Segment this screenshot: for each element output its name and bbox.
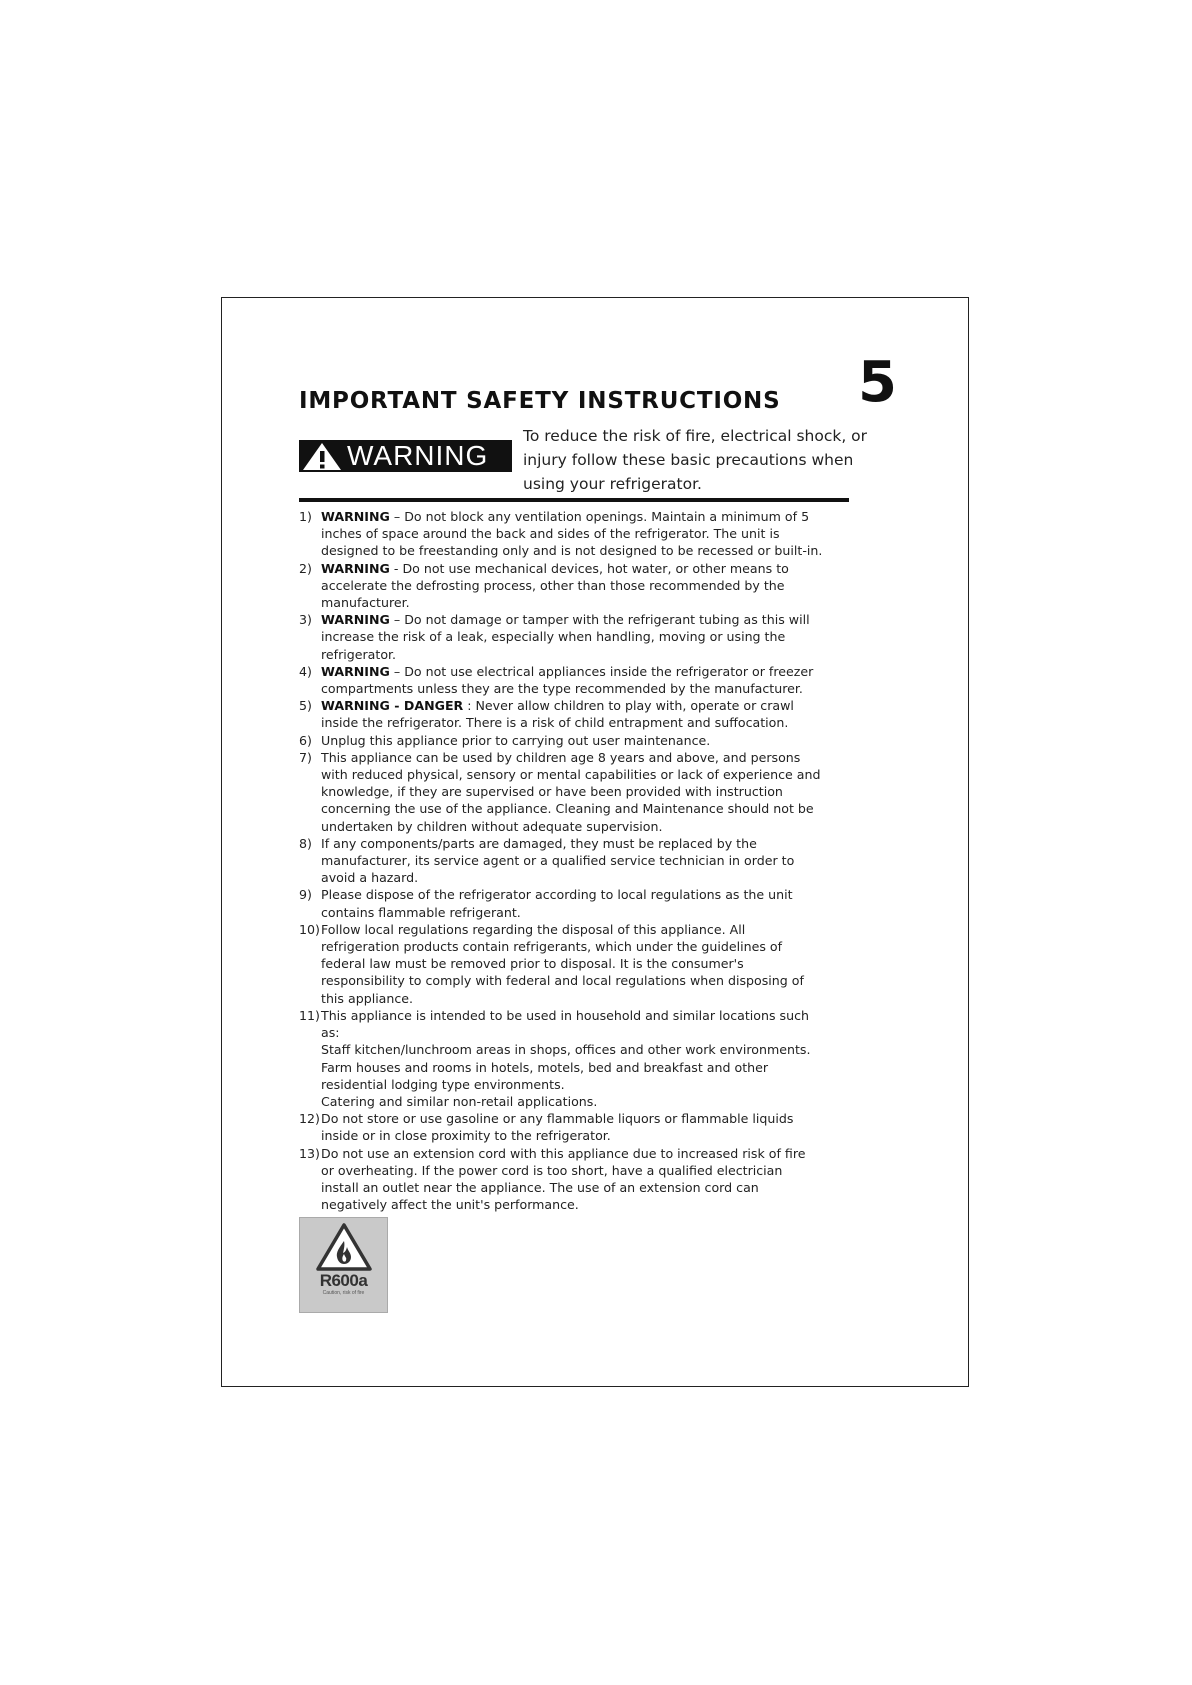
list-item: [299, 921, 879, 1007]
item-text: inside the refrigerator. There is a risk of child entrapment and suffocation.: [321, 715, 789, 731]
item-text: - Do not use mechanical devices, hot water, or other means to: [393, 560, 789, 576]
item-text: refrigeration products contain refrigerants, which under the guidelines of: [321, 939, 783, 955]
item-text: inside or in close proximity to the refrigerator.: [321, 1128, 611, 1144]
item-text: contains flammable refrigerant.: [321, 904, 521, 920]
list-item: [299, 886, 879, 920]
item-text: avoid a hazard.: [321, 870, 419, 886]
item-text: inches of space around the back and sides of the refrigerator. The unit is: [321, 526, 780, 542]
item-number: 2): [299, 560, 312, 576]
item-line: [321, 938, 879, 955]
item-number: 13): [299, 1145, 320, 1161]
item-line: [321, 594, 879, 611]
item-text: as:: [321, 1025, 340, 1041]
item-text: accelerate the defrosting process, other than those recommended by the: [321, 577, 785, 593]
intro-line: injury follow these basic precautions when: [523, 451, 854, 469]
item-text: install an outlet near the appliance. The use of an extension cord can: [321, 1179, 759, 1195]
item-lead: WARNING - DANGER: [321, 698, 464, 714]
item-line: [321, 1076, 879, 1093]
item-text: : Never allow children to play with, operate or crawl: [467, 698, 794, 714]
item-line: [321, 560, 879, 577]
item-line: [321, 577, 879, 594]
item-line: [321, 1059, 879, 1076]
item-line: [321, 869, 879, 886]
item-number: 11): [299, 1007, 320, 1023]
item-number: 10): [299, 921, 320, 937]
item-text: Follow local regulations regarding the disposal of this appliance. All: [321, 921, 746, 937]
page-title: IMPORTANT SAFETY INSTRUCTIONS: [299, 388, 781, 414]
flammable-warning-icon: [315, 1222, 373, 1272]
item-text: compartments unless they are the type recommended by the manufacturer.: [321, 681, 803, 697]
item-text: This appliance is intended to be used in household and similar locations such: [321, 1007, 809, 1023]
r600a-code: R600a: [319, 1271, 368, 1290]
list-item: [299, 560, 879, 612]
item-line: [321, 680, 879, 697]
warning-label: WARNING: [347, 440, 489, 471]
item-text: Do not store or use gasoline or any flammable liquors or flammable liquids: [321, 1111, 794, 1127]
list-item: [299, 611, 879, 663]
item-line: [321, 611, 879, 628]
r600a-caption: Caution, risk of fire: [322, 1290, 365, 1296]
list-item: [299, 749, 879, 835]
item-line: [321, 955, 879, 972]
item-number: 7): [299, 749, 312, 765]
section-divider: [299, 498, 849, 502]
item-line: [321, 1162, 879, 1179]
item-text: negatively affect the unit's performance.: [321, 1197, 579, 1213]
item-line: [321, 1007, 879, 1024]
item-lead: WARNING: [321, 663, 390, 679]
list-item: [299, 697, 879, 731]
item-line: [321, 886, 879, 903]
item-text: Catering and similar non-retail applications.: [321, 1093, 598, 1109]
item-line: [321, 525, 879, 542]
item-text: Staff kitchen/lunchroom areas in shops, offices and other work environments.: [321, 1042, 811, 1058]
item-line: [321, 852, 879, 869]
item-line: [321, 508, 879, 525]
item-number: 5): [299, 698, 312, 714]
item-line: [321, 1110, 879, 1127]
item-line: [321, 646, 879, 663]
item-text: If any components/parts are damaged, they must be replaced by the: [321, 835, 757, 851]
item-line: [321, 1024, 879, 1041]
item-lead: WARNING: [321, 560, 390, 576]
item-line: [321, 972, 879, 989]
item-lead: WARNING: [321, 612, 390, 628]
item-line: [321, 835, 879, 852]
item-line: [321, 818, 879, 835]
item-text: manufacturer.: [321, 595, 410, 611]
item-line: [321, 1196, 879, 1213]
list-item: [299, 663, 879, 697]
item-text: Please dispose of the refrigerator according to local regulations as the unit: [321, 887, 793, 903]
item-text: concerning the use of the appliance. Cleaning and Maintenance should not be: [321, 801, 814, 817]
item-lead: WARNING: [321, 509, 390, 524]
item-text: designed to be freestanding only and is not designed to be recessed or built-in.: [321, 543, 823, 559]
list-item: [299, 835, 879, 887]
item-line: [321, 749, 879, 766]
item-text: Unplug this appliance prior to carrying out user maintenance.: [321, 732, 711, 748]
item-text: with reduced physical, sensory or mental capabilities or lack of experience and: [321, 767, 821, 783]
item-text: undertaken by children without adequate supervision.: [321, 818, 663, 834]
r600a-flammable-label: [299, 1217, 388, 1313]
list-item: [299, 1145, 879, 1214]
intro-line: using your refrigerator.: [523, 475, 702, 493]
item-line: [321, 628, 879, 645]
list-item: [299, 1110, 879, 1144]
item-line: [321, 542, 879, 559]
warning-intro: [523, 424, 883, 496]
item-line: [321, 1145, 879, 1162]
item-line: [321, 714, 879, 731]
item-line: [321, 732, 879, 749]
item-line: [321, 766, 879, 783]
page-number: 5: [858, 350, 897, 415]
list-item: [299, 1007, 879, 1110]
item-line: [321, 904, 879, 921]
item-line: [321, 1093, 879, 1110]
item-text: This appliance can be used by children age 8 years and above, and persons: [321, 749, 801, 765]
item-number: 4): [299, 663, 312, 679]
item-line: [321, 990, 879, 1007]
item-number: 8): [299, 835, 312, 851]
item-text: – Do not use electrical appliances inside the refrigerator or freezer: [393, 663, 814, 679]
item-line: [321, 1179, 879, 1196]
item-number: 3): [299, 612, 312, 628]
item-text: – Do not damage or tamper with the refrigerant tubing as this will: [393, 612, 810, 628]
list-item: [299, 732, 879, 749]
item-line: [321, 800, 879, 817]
item-text: refrigerator.: [321, 646, 397, 662]
item-text: or overheating. If the power cord is too short, have a qualified electrician: [321, 1162, 783, 1178]
item-number: 12): [299, 1111, 320, 1127]
item-line: [321, 783, 879, 800]
safety-instructions-list: [299, 508, 879, 1213]
list-item: [299, 508, 879, 560]
item-text: increase the risk of a leak, especially when handling, moving or using the: [321, 629, 786, 645]
item-text: federal law must be removed prior to disposal. It is the consumer's: [321, 956, 744, 972]
item-number: 6): [299, 732, 312, 748]
item-line: [321, 697, 879, 714]
warning-triangle-icon: [301, 441, 343, 471]
item-text: knowledge, if they are supervised or have been provided with instruction: [321, 784, 783, 800]
item-text: residential lodging type environments.: [321, 1076, 565, 1092]
item-text: manufacturer, its service agent or a qualified service technician in order to: [321, 853, 795, 869]
item-line: [321, 663, 879, 680]
item-text: – Do not block any ventilation openings. Maintain a minimum of 5: [393, 509, 810, 524]
item-line: [321, 1041, 879, 1058]
item-number: 1): [299, 509, 312, 524]
item-text: Farm houses and rooms in hotels, motels, bed and breakfast and other: [321, 1059, 769, 1075]
item-text: Do not use an extension cord with this appliance due to increased risk of fire: [321, 1145, 806, 1161]
item-line: [321, 921, 879, 938]
item-text: responsibility to comply with federal and local regulations when disposing of: [321, 973, 804, 989]
item-number: 9): [299, 887, 312, 903]
intro-line: To reduce the risk of fire, electrical shock, or: [523, 427, 868, 445]
item-line: [321, 1127, 879, 1144]
item-text: this appliance.: [321, 990, 414, 1006]
warning-badge: [299, 440, 512, 472]
